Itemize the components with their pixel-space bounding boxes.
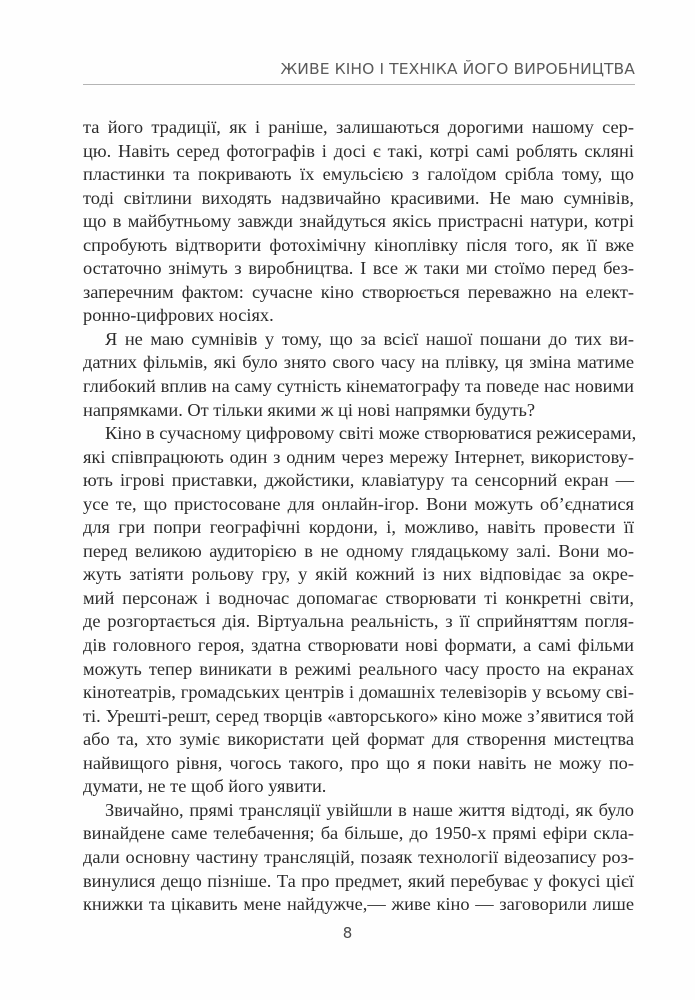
text-line: ють ігрові приставки, джойстики, клавіатуру та сенсорний екран —: [83, 470, 634, 491]
paragraph: [83, 799, 634, 917]
text-line: де розгортається дія. Віртуальна реальність, з її сприйняттям погля-: [83, 611, 634, 632]
text-line: можуть тепер виникати в режимі реального часу просто на екранах: [83, 658, 634, 679]
text-line: спробують відтворити фотохімічну кіноплівку після того, як її вже: [83, 234, 634, 255]
text-line: тоді світлини виходять надзвичайно красивими. Не маю сумнівів,: [83, 187, 634, 208]
text-line: думати, не те щоб його уявити.: [83, 776, 327, 797]
text-line: кінотеатрів, громадських центрів і домашніх телевізорів у всьому сві-: [83, 682, 634, 703]
text-line: дали основну частину трансляцій, позаяк технології відеозапису роз-: [83, 846, 634, 867]
text-line: перед великою аудиторією в не одному глядацькому залі. Вони мо-: [83, 540, 634, 561]
text-line: Звичайно, прямі трансляції увійшли в наше життя відтоді, як було: [105, 799, 634, 820]
text-line: та його традиції, як і раніше, залишаються дорогими нашому сер-: [83, 117, 634, 137]
text-line: пластинки та покривають їх емульсією з галоїдом срібла тому, що: [83, 164, 634, 185]
text-line: ті. Урешті-решт, серед творців «авторського» кіно може з’явитися той: [83, 705, 634, 726]
text-line: ронно-цифрових носіях.: [83, 305, 274, 326]
text-line: заперечним фактом: сучасне кіно створюється переважно на елект-: [83, 281, 634, 302]
running-head: ЖИВЕ КІНО І ТЕХНІКА ЙОГО ВИРОБНИЦТВА: [280, 60, 635, 78]
page-number: 8: [342, 924, 353, 942]
text-line: глибокий вплив на саму сутність кінематографу та поведе нас новими: [83, 376, 634, 397]
text-line: або та, хто зуміє використати цей формат для створення мистецтва: [83, 729, 634, 750]
text-line: Я не маю сумнівів у тому, що за всієї нашої пошани до тих ви-: [105, 328, 634, 349]
text-line: книжки та цікавить мене найдужче,— живе кіно — заговорили лише: [83, 894, 634, 915]
text-line: найвищого рівня, чогось такого, про що я поки навіть не можу по-: [83, 752, 634, 773]
paragraph: [83, 116, 634, 328]
text-line: що в майбутньому завжди знайдуться якісь пристрасні натури, котрі: [83, 211, 634, 232]
text-line: усе те, що пристосоване для онлайн-ігор. Вони можуть об’єднатися: [83, 493, 634, 514]
paragraph: [83, 328, 634, 422]
text-line: мий персонаж і водночас допомагає створювати ті конкретні світи,: [83, 587, 634, 608]
text-line: жуть затіяти рольову гру, у якій кожний із них відповідає за окре-: [83, 564, 634, 585]
text-line: цю. Навіть серед фотографів і досі є такі, котрі самі роблять скляні: [83, 140, 634, 161]
body-text: [83, 116, 637, 917]
text-line: винулися дещо пізніше. Та про предмет, який перебуває у фокусі цієї: [83, 870, 634, 891]
text-line: винайдене саме телебачення; ба більше, до 1950-х прямі ефіри скла-: [83, 823, 634, 844]
text-line: для гри попри географічні кордони, і, можливо, навіть провести її: [83, 517, 634, 538]
header-rule: [83, 84, 635, 85]
text-line: остаточно знімуть з виробництва. І все ж таки ми стоїмо перед без-: [83, 258, 634, 279]
text-line: дів головного героя, здатна створювати нові формати, а самі фільми: [83, 635, 634, 656]
paragraph: [83, 422, 637, 799]
text-line: датних фільмів, які було знято свого часу на плівку, ця зміна матиме: [83, 352, 634, 373]
text-line: Кіно в сучасному цифровому світі може створюватися режисерами,: [105, 423, 637, 444]
text-line: які співпрацюють один з одним через мережу Інтернет, використову-: [83, 446, 634, 467]
text-line: напрямками. От тільки якими ж ці нові напрямки будуть?: [83, 399, 536, 420]
